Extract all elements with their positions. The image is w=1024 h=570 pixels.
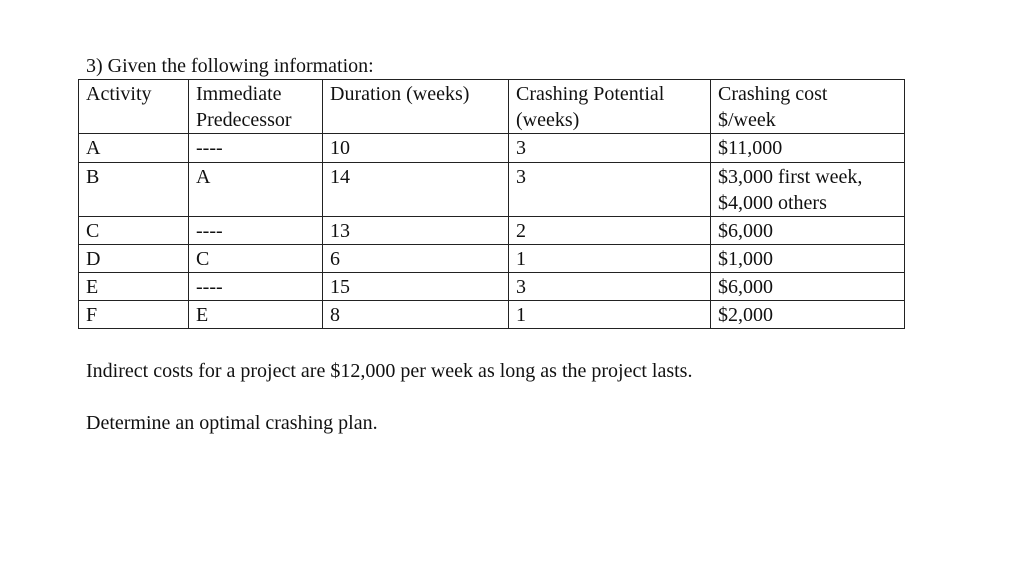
cell-crashing-potential: 1 bbox=[509, 301, 711, 329]
header-immediate-predecessor: Immediate Predecessor bbox=[189, 80, 323, 134]
cell-duration: 6 bbox=[323, 245, 509, 273]
cell-duration: 15 bbox=[323, 273, 509, 301]
table-row bbox=[79, 217, 905, 245]
table-header-row bbox=[79, 80, 905, 134]
cell-predecessor: ---- bbox=[189, 273, 323, 301]
cell-activity: F bbox=[79, 301, 189, 329]
cell-predecessor: ---- bbox=[189, 217, 323, 245]
cell-predecessor: E bbox=[189, 301, 323, 329]
cell-activity: A bbox=[79, 134, 189, 163]
cell-crashing-cost: $2,000 bbox=[711, 301, 905, 329]
table-row bbox=[79, 245, 905, 273]
cell-crashing-potential: 3 bbox=[509, 134, 711, 163]
cell-crashing-potential: 3 bbox=[509, 163, 711, 217]
cell-activity: E bbox=[79, 273, 189, 301]
cell-crashing-cost: $1,000 bbox=[711, 245, 905, 273]
header-duration: Duration (weeks) bbox=[323, 80, 509, 134]
cell-crashing-cost: $6,000 bbox=[711, 273, 905, 301]
table-row bbox=[79, 134, 905, 163]
cell-duration: 13 bbox=[323, 217, 509, 245]
activity-table bbox=[78, 79, 905, 329]
problem-heading: 3) Given the following information: bbox=[86, 55, 374, 77]
cell-duration: 14 bbox=[323, 163, 509, 217]
cell-predecessor: C bbox=[189, 245, 323, 273]
cell-crashing-cost: $11,000 bbox=[711, 134, 905, 163]
table-row bbox=[79, 273, 905, 301]
cell-duration: 10 bbox=[323, 134, 509, 163]
cell-crashing-potential: 2 bbox=[509, 217, 711, 245]
header-crashing-potential: Crashing Potential (weeks) bbox=[509, 80, 711, 134]
cell-duration: 8 bbox=[323, 301, 509, 329]
cell-activity: C bbox=[79, 217, 189, 245]
cell-activity: D bbox=[79, 245, 189, 273]
cell-activity: B bbox=[79, 163, 189, 217]
header-activity: Activity bbox=[79, 80, 189, 134]
indirect-cost-note: Indirect costs for a project are $12,000 per week as long as the project lasts. bbox=[86, 360, 693, 382]
cell-crashing-potential: 3 bbox=[509, 273, 711, 301]
table-row bbox=[79, 163, 905, 217]
task-instruction: Determine an optimal crashing plan. bbox=[86, 412, 378, 434]
cell-predecessor: ---- bbox=[189, 134, 323, 163]
cell-crashing-cost: $3,000 first week, $4,000 others bbox=[711, 163, 905, 217]
table-row bbox=[79, 301, 905, 329]
cell-crashing-potential: 1 bbox=[509, 245, 711, 273]
cell-predecessor: A bbox=[189, 163, 323, 217]
cell-crashing-cost: $6,000 bbox=[711, 217, 905, 245]
header-crashing-cost: Crashing cost $/week bbox=[711, 80, 905, 134]
